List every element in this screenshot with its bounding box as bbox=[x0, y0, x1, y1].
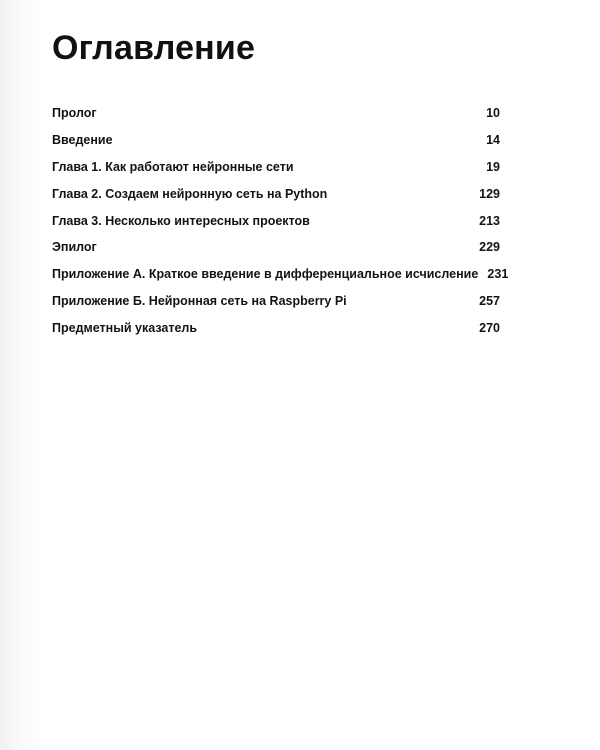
toc-entry-label: Глава 3. Несколько интересных проектов bbox=[52, 213, 310, 228]
toc-entry-page: 257 bbox=[479, 294, 500, 309]
toc-entry-subject-index[interactable] bbox=[52, 321, 500, 348]
toc-entry-chapter-3[interactable] bbox=[52, 214, 500, 241]
toc-entry-label: Приложение А. Краткое введение в дифференциальное исчисление bbox=[52, 267, 479, 282]
toc-entry-page: 19 bbox=[486, 159, 500, 174]
toc-entry-introduction[interactable] bbox=[52, 133, 500, 160]
page-title: Оглавление bbox=[52, 29, 256, 67]
toc-entry-label: Пролог bbox=[52, 106, 97, 120]
toc-entry-label: Глава 1. Как работают нейронные сети bbox=[52, 159, 294, 174]
toc-entry-epilogue[interactable] bbox=[52, 240, 500, 267]
toc-entry-page: 229 bbox=[479, 240, 500, 255]
toc-entry-chapter-2[interactable] bbox=[52, 187, 500, 214]
toc-entry-appendix-b[interactable] bbox=[52, 294, 500, 321]
toc-entry-page: 270 bbox=[479, 321, 500, 336]
toc-entry-page: 14 bbox=[486, 132, 500, 147]
toc-entry-label: Введение bbox=[52, 132, 113, 147]
toc-entry-label: Приложение Б. Нейронная сеть на Raspberry Pi bbox=[52, 294, 347, 309]
toc-entry-label: Предметный указатель bbox=[52, 321, 198, 336]
toc-entry-prologue[interactable] bbox=[52, 106, 500, 133]
table-of-contents bbox=[52, 106, 509, 348]
toc-entry-appendix-a[interactable] bbox=[52, 267, 509, 294]
toc-entry-page: 10 bbox=[486, 106, 500, 120]
toc-entry-page: 213 bbox=[479, 213, 500, 228]
page-edge-shadow bbox=[0, 0, 40, 750]
toc-entry-label: Глава 2. Создаем нейронную сеть на Python bbox=[52, 186, 328, 201]
toc-entry-page: 129 bbox=[479, 186, 500, 201]
toc-entry-label: Эпилог bbox=[52, 240, 97, 255]
toc-entry-chapter-1[interactable] bbox=[52, 160, 500, 187]
toc-entry-page: 231 bbox=[487, 267, 509, 282]
